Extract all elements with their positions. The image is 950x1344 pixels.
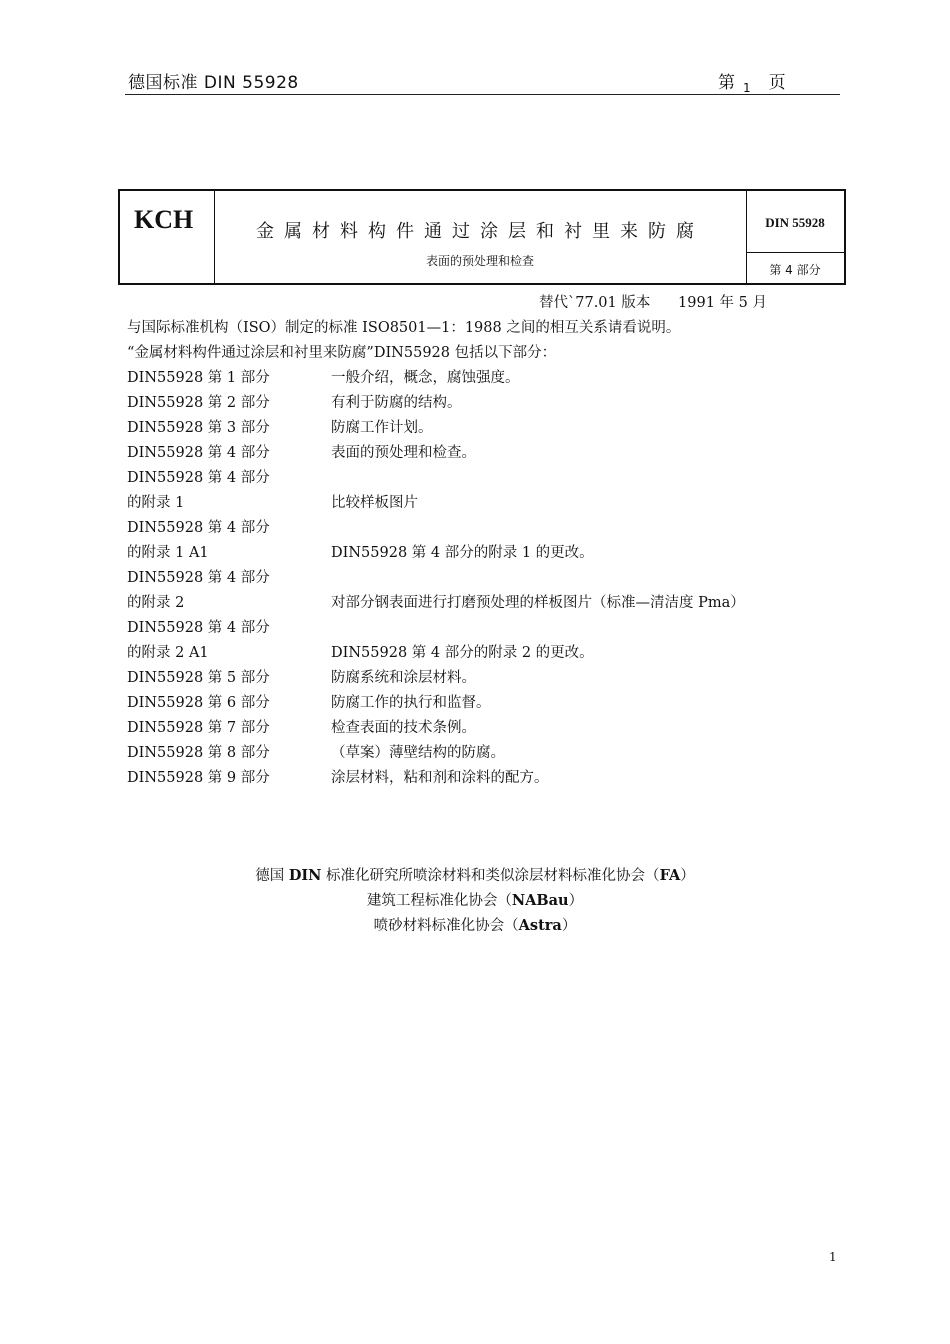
part-description: 比较样板图片 <box>331 495 418 511</box>
committee-text: 喷砂材料标准化协会（ <box>373 918 519 934</box>
part-description: 表面的预处理和检查。 <box>331 445 476 461</box>
document-title: 金属材料构件通过涂层和衬里来防腐 <box>256 221 704 242</box>
part-label: DIN55928 第 4 部分 <box>127 470 270 486</box>
part-label: DIN55928 第 4 部分 <box>127 520 270 536</box>
part-label: DIN55928 第 8 部分 <box>127 745 270 761</box>
committee-code: KCH <box>134 205 194 234</box>
title-box-code-cell <box>120 191 215 283</box>
page-indicator <box>718 68 786 93</box>
standard-cell-divider <box>746 252 844 253</box>
committee-abbreviation: NABau <box>511 892 569 909</box>
header-rule <box>125 94 840 95</box>
document-subtitle: 表面的预处理和检查 <box>425 254 534 268</box>
intro-line: 与国际标准机构（ISO）制定的标准 ISO8501—1：1988 之间的相互关系请看说明。 <box>127 320 681 336</box>
part-label: DIN55928 第 3 部分 <box>127 420 270 436</box>
document-header-title: 德国标准 DIN 55928 <box>128 73 299 93</box>
part-label: DIN55928 第 6 部分 <box>127 695 270 711</box>
page-number: 1 <box>829 1250 837 1264</box>
part-label: DIN55928 第 5 部分 <box>127 670 270 686</box>
title-box <box>118 189 846 285</box>
part-description: 对部分钢表面进行打磨预处理的样板图片（标准—清洁度 Pma） <box>331 595 745 611</box>
part-description: DIN55928 第 4 部分的附录 2 的更改。 <box>331 645 594 661</box>
part-number: 第 4 部分 <box>769 263 821 277</box>
part-description: （草案）薄壁结构的防腐。 <box>331 745 505 761</box>
part-description: DIN55928 第 4 部分的附录 1 的更改。 <box>331 545 594 561</box>
committee-line <box>0 914 950 935</box>
part-label: DIN55928 第 4 部分 <box>127 445 270 461</box>
part-description: 检查表面的技术条例。 <box>331 720 476 736</box>
part-label: 的附录 2 <box>127 595 185 611</box>
committee-abbreviation: DIN <box>288 867 322 884</box>
part-description: 涂层材料，粘和剂和涂料的配方。 <box>331 770 549 786</box>
part-label: DIN55928 第 4 部分 <box>127 620 270 636</box>
part-label: DIN55928 第 7 部分 <box>127 720 270 736</box>
replaces-edition: 替代`77.01 版本 1991 年 5 月 <box>539 295 767 311</box>
committee-text: ） <box>561 918 577 934</box>
part-description: 防腐工作的执行和监督。 <box>331 695 491 711</box>
page-suffix: 页 <box>768 73 786 93</box>
committee-text: 德国 <box>255 868 289 884</box>
part-description: 防腐工作计划。 <box>331 420 433 436</box>
part-label: DIN55928 第 1 部分 <box>127 370 270 386</box>
committee-line <box>0 864 950 885</box>
committee-text: 标准化研究所喷涂材料和类似涂层材料标准化协会（ <box>321 868 660 884</box>
title-box-title-cell <box>214 191 747 283</box>
title-box-standard-cell <box>746 191 844 283</box>
page-indicator-number: 1 <box>743 81 751 95</box>
part-label: 的附录 2 A1 <box>127 645 209 661</box>
committee-text: ） <box>680 868 695 884</box>
part-label: 的附录 1 <box>127 495 185 511</box>
committee-abbreviation: FA <box>659 867 681 884</box>
committee-abbreviation: Astra <box>518 917 562 934</box>
part-label: DIN55928 第 4 部分 <box>127 570 270 586</box>
committee-text: ） <box>568 893 584 909</box>
part-label: DIN55928 第 9 部分 <box>127 770 270 786</box>
part-description: 有利于防腐的结构。 <box>331 395 462 411</box>
intro-line: “金属材料构件通过涂层和衬里来防腐”DIN55928 包括以下部分： <box>127 345 557 361</box>
committee-line <box>0 889 950 910</box>
part-description: 一般介绍，概念，腐蚀强度。 <box>331 370 520 386</box>
part-label: DIN55928 第 2 部分 <box>127 395 270 411</box>
standard-number: DIN 55928 <box>765 215 825 230</box>
page-prefix: 第 <box>718 73 735 93</box>
committee-text: 建筑工程标准化协会（ <box>366 893 512 909</box>
part-label: 的附录 1 A1 <box>127 545 209 561</box>
part-description: 防腐系统和涂层材料。 <box>331 670 476 686</box>
